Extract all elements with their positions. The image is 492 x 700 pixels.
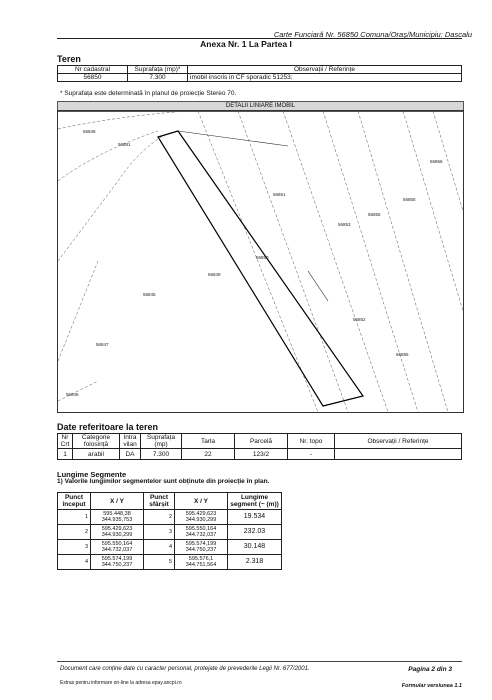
- col-observatii: Observații / Referințe: [335, 434, 462, 449]
- cell-parcela: 123/2: [235, 449, 288, 460]
- col-observatii: Observații / Referințe: [188, 66, 462, 74]
- cell-p2: 4: [144, 540, 175, 555]
- map-label: 56856: [430, 159, 443, 164]
- col-suprafata: Suprafața (mp)*: [128, 66, 188, 74]
- map-label: 56852: [353, 317, 366, 322]
- cell-intravilan: DA: [120, 449, 141, 460]
- teren-section-title: Teren: [57, 54, 81, 64]
- map-label: 56855: [396, 352, 409, 357]
- cell-y1: 344.935,753: [101, 517, 133, 523]
- cell-length: 2.318: [228, 555, 282, 570]
- table-row: [58, 540, 282, 555]
- col-suprafata: Suprafața (mp): [141, 434, 182, 449]
- cell-x2: 595.429,623: [185, 511, 217, 517]
- map-label: 56851: [273, 192, 286, 197]
- cell-y2: 344.751,564: [185, 562, 217, 568]
- col-lungime: Lungime segment (~ (m)): [228, 493, 282, 510]
- footer-extract: Extras pentru informare on-line la adresa epay.ancpi.ro: [60, 680, 182, 686]
- map-title: DETALII LINIARE IMOBIL: [57, 101, 464, 112]
- cell-x2: 595.576,1: [188, 556, 214, 562]
- referinte-table: [57, 433, 462, 460]
- table-row: [58, 525, 282, 540]
- cell-x1: 595.550,164: [101, 541, 133, 547]
- cell-y2: 344.732,037: [185, 532, 217, 538]
- cell-x1: 595.448,38: [103, 511, 131, 517]
- cell-p1: 4: [58, 555, 91, 570]
- map-label: 56849: [208, 272, 221, 277]
- col-nr-topo: Nr. topo: [288, 434, 335, 449]
- cell-suprafata: 7.300: [128, 74, 188, 82]
- col-tarla: Tarla: [182, 434, 235, 449]
- cell-p2: 3: [144, 525, 175, 540]
- map-label: 56853: [338, 222, 351, 227]
- col-nr-crt: Nr Crt: [58, 434, 73, 449]
- cell-y1: 344.750,237: [101, 562, 133, 568]
- col-intravilan: Intra vilan: [120, 434, 141, 449]
- cell-p1: 1: [58, 510, 91, 525]
- suprafata-note: * Suprafața este determinată în planul de proiecție Stereo 70.: [60, 90, 237, 97]
- segmente-table: [57, 492, 282, 570]
- map-label: 56847: [96, 342, 109, 347]
- footer-form-version: Formular versiunea 1.1: [401, 683, 462, 689]
- teren-table: [57, 65, 462, 82]
- cell-length: 232.03: [228, 525, 282, 540]
- cell-observatii: imobil inscris in CF sporadic 51253;: [188, 74, 462, 82]
- footer-divider: [57, 661, 462, 662]
- cell-observatii: [335, 449, 462, 460]
- cell-length: 19.534: [228, 510, 282, 525]
- cell-tarla: 22: [182, 449, 235, 460]
- map-label: 56855: [403, 197, 416, 202]
- cell-p1: 2: [58, 525, 91, 540]
- col-punct-inceput: Punct început: [58, 493, 91, 510]
- annex-title: Anexa Nr. 1 La Partea I: [200, 39, 292, 49]
- map-label: 56855: [368, 212, 381, 217]
- cell-p2: 5: [144, 555, 175, 570]
- cell-y1: 344.732,037: [101, 547, 133, 553]
- cell-x2: 595.550,164: [185, 526, 217, 532]
- cell-y2: 344.750,237: [185, 547, 217, 553]
- cell-p2: 2: [144, 510, 175, 525]
- col-cadastral: Nr cadastral: [58, 66, 128, 74]
- map-label: 56846: [66, 392, 79, 397]
- footer-page-number: Pagina 2 din 3: [408, 666, 452, 673]
- cell-categorie: arabil: [73, 449, 120, 460]
- map-label: 56848: [83, 129, 96, 134]
- map-label: 56845: [143, 292, 156, 297]
- cell-x2: 595.574,199: [185, 541, 217, 547]
- col-xy-end: X / Y: [175, 493, 228, 510]
- footer-notice: Document care conține date cu caracter personal, protejate de prevederile Legii Nr. 677/2001.: [60, 666, 310, 672]
- cell-y1: 344.930,299: [101, 532, 133, 538]
- referinte-section-title: Date referitoare la teren: [57, 422, 159, 432]
- cadastral-map: [57, 110, 464, 413]
- cell-length: 30.148: [228, 540, 282, 555]
- segmente-subtitle: 1) Valorile lungimilor segmentelor sunt obținute din proiecție în plan.: [57, 478, 270, 485]
- cell-x1: 595.574,199: [101, 556, 133, 562]
- map-label: 56850: [256, 255, 269, 260]
- cell-nr-crt: 1: [58, 449, 73, 460]
- col-punct-sfarsit: Punct sfârșit: [144, 493, 175, 510]
- col-categorie: Categorie folosință: [73, 434, 120, 449]
- table-row: [58, 555, 282, 570]
- cell-p1: 3: [58, 540, 91, 555]
- cell-cadastral: 56850: [58, 74, 128, 82]
- map-drawing: [58, 111, 463, 412]
- cell-nr-topo: -: [288, 449, 335, 460]
- col-xy-start: X / Y: [91, 493, 144, 510]
- header-title: Carte Funciară Nr. 56850 Comuna/Oraș/Municipiu: Dascalu: [273, 30, 472, 39]
- segmente-section-title: Lungime Segmente: [57, 470, 127, 479]
- table-row: [58, 510, 282, 525]
- cell-y2: 344.930,299: [185, 517, 217, 523]
- cell-suprafata: 7.300: [141, 449, 182, 460]
- map-label: 56881: [118, 142, 131, 147]
- col-parcela: Parcelă: [235, 434, 288, 449]
- cell-x1: 595.429,623: [101, 526, 133, 532]
